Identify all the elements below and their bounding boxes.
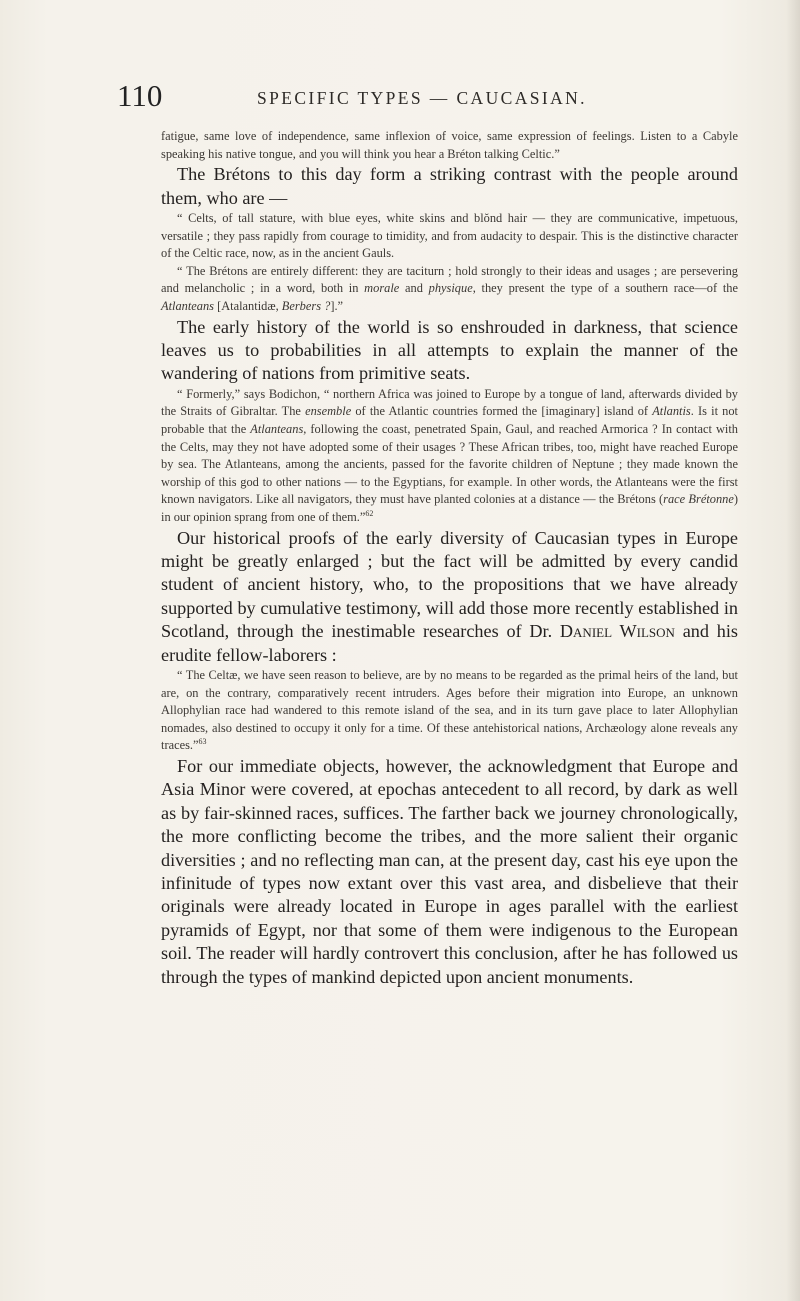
- quote-celts-text: “ Celts, of tall stature, with blue eyes, white skins and blŏnd hair — they are communicative, impetuous, versatile ; they pass rapidly from courage to timidity, and from audacity to despair. This is the distinctive character of the Celtic race, now, as in the ancient Gauls.: [161, 211, 738, 261]
- body-text-part: and his erudite fellow-laborers :: [161, 621, 738, 665]
- body-text-part: Our historical proofs of the early diversity of Caucasian types in Europe might be greatly enlarged ; but the fact will be admitted by every candid student of ancient history, who, to the propositions that we have already supported by cumulative testimony, will add those more recently established in Scotland, through the inestimable researches of Dr.: [161, 527, 738, 642]
- footnote-ref-63: 63: [198, 737, 207, 747]
- quote-text-part: . Is it not probable that the: [161, 404, 738, 436]
- italic-term-morale: morale: [364, 281, 400, 296]
- quote-text-part: ) in our opinion sprang from one of them.”: [161, 492, 738, 524]
- quote-text-part: , they present the type of a southern race—of the: [472, 281, 739, 296]
- body-paragraph-historical-proofs: [161, 527, 738, 667]
- quote-text-part: [Atalantidæ,: [214, 298, 282, 313]
- quote-text-part: and: [399, 281, 429, 296]
- body-paragraph-conclusion: [161, 755, 738, 989]
- italic-term-race-bretonne: race Brétonne: [663, 492, 734, 507]
- body-paragraph-conclusion-text: For our immediate objects, however, the acknowledgment that Europe and Asia Minor were covered, at epochas antecedent to all record, by dark as well as by fair-skinned races, suffices. The farther back we journey chronologically, the more conflicting become the tribes, and the more salient their organic diversities ; and no reflecting man can, at the present day, cast his eye upon the infinitude of types now extant over this vast area, and disbelieve that their originals were already located in Europe in ages parallel with the earliest pyramids of Egypt, nor that some of them were indigenous to the European soil. The reader will hardly controvert this conclusion, after he has followed us through the types of mankind depicted upon ancient monuments.: [161, 755, 738, 987]
- page-header: [117, 78, 737, 118]
- author-name-smallcaps: Daniel Wilson: [559, 621, 675, 642]
- quote-text-part: “ The Brétons are entirely different: they are taciturn ; hold strongly to their ideas and usages ; are persevering and melancholic ; in a word, both in: [161, 263, 738, 296]
- margin-mark: [86, 145, 87, 146]
- quote-text-part: of the Atlantic countries formed the [imaginary] island of: [351, 404, 653, 419]
- quote-celts: [161, 210, 738, 263]
- italic-term-atlantis: Atlantis: [652, 404, 691, 419]
- page-number: 110: [117, 78, 163, 113]
- quote-text-part: “ Formerly,” says Bodichon, “ northern Africa was joined to Europe by a tongue of land, afterwards divided by the Straits of Gibraltar. The: [161, 386, 738, 419]
- italic-term-atlanteans: Atlanteans: [161, 298, 214, 313]
- running-head: SPECIFIC TYPES — CAUCASIAN.: [257, 88, 587, 108]
- italic-term-physique: physique: [428, 281, 473, 296]
- quote-bodichon: [161, 386, 738, 527]
- body-paragraph-early-history: [161, 316, 738, 386]
- quote-wilson-text: “ The Celtæ, we have seen reason to believe, are by no means to be regarded as the primal heirs of the land, but are, on the contrary, comparatively recent intruders. Ages before their migration into Europe, an unknown Allophylian race had wandered to this remote island of the sea, and in its turn gave place to later Allophylian nomades, also destined to occupy it only for a time. Of these antehistorical nations, Archæology alone reveals any traces.”: [161, 667, 738, 753]
- quote-bretons-different: [161, 263, 738, 316]
- italic-term-atlanteans: Atlanteans: [250, 421, 304, 436]
- body-paragraph-bretons: [161, 163, 738, 210]
- quote-wilson: [161, 667, 738, 755]
- text-block: [161, 128, 738, 989]
- quote-text-part: , following the coast, penetrated Spain, Gaul, and reached Armorica ? In contact with the Celts, may they not have adopted some of their usages ? These African tribes, too, might have reached Europe by sea. The Atlanteans, among the ancients, passed for the favorite children of Neptune ; they made known the worship of this god to other nations — to the Egyptians, for example. In other words, the Atlanteans were the first known navigators. Like all navigators, they must have planted colonies at a distance — the Brétons (: [161, 421, 738, 507]
- italic-term-ensemble: ensemble: [305, 404, 352, 419]
- footnote-ref-62: 62: [365, 508, 374, 518]
- body-paragraph-early-history-text: The early history of the world is so enshrouded in darkness, that science leaves us to probabilities in all attempts to explain the manner of the wandering of nations from primitive seats.: [161, 316, 738, 384]
- quote-continuation-text: fatigue, same love of independence, same inflexion of voice, same expression of feelings. Listen to a Cabyle speaking his native tongue, and you will think you hear a Bréton talking Celtic.”: [161, 129, 738, 161]
- italic-term-berbers: Berbers ?: [281, 298, 331, 313]
- page-edge-shadow: [786, 0, 800, 1301]
- quote-continuation: [161, 128, 738, 163]
- body-paragraph-bretons-text: The Brétons to this day form a striking contrast with the people around them, who are —: [161, 164, 738, 208]
- quote-text-part: ].”: [330, 298, 344, 313]
